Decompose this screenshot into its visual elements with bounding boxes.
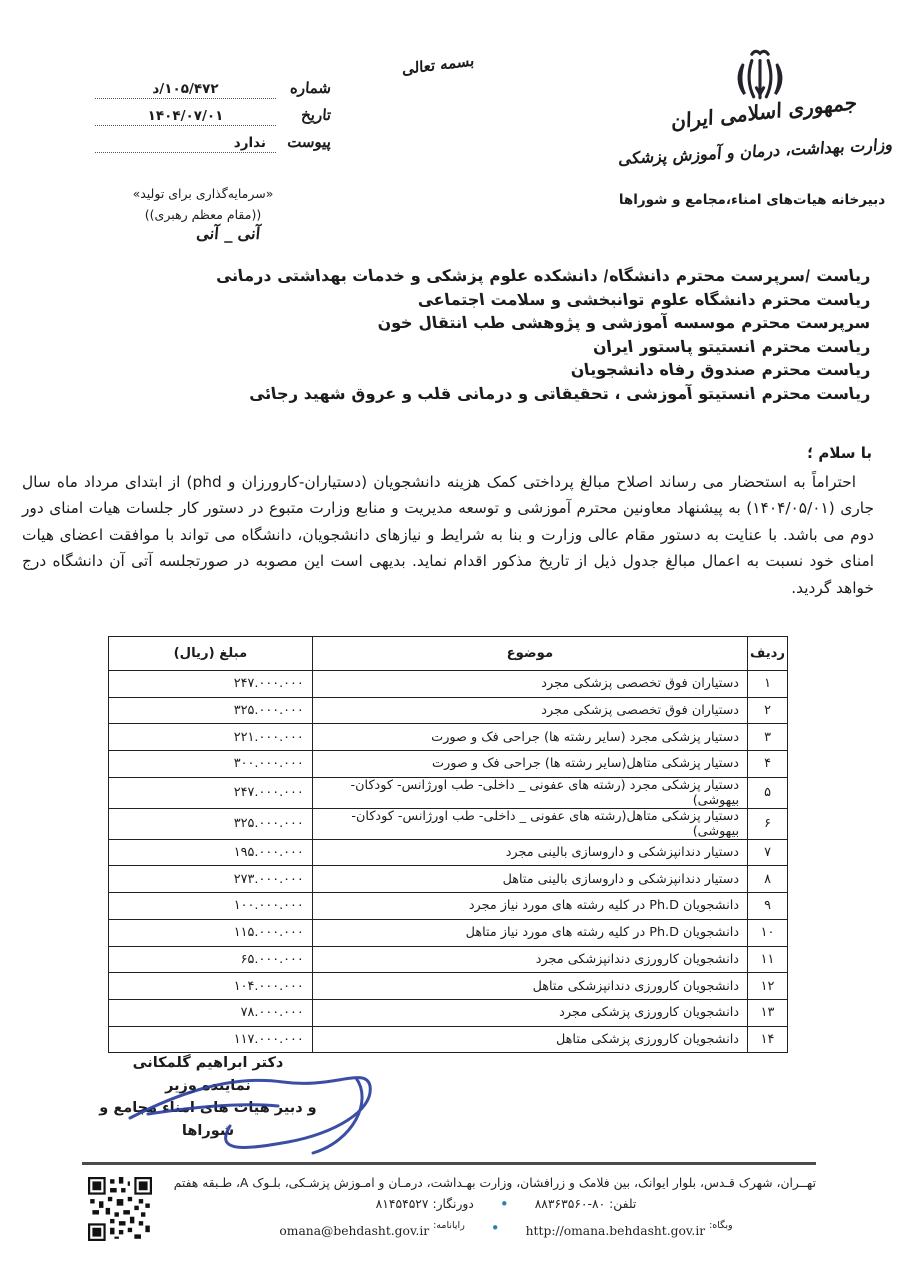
table-cell-subject: دانشجویان کارورزی دندانپزشکی مجرد	[312, 946, 747, 973]
table-row	[109, 751, 788, 778]
table-row	[109, 808, 788, 839]
table-cell-amount: ۲۴۷.۰۰۰.۰۰۰	[109, 777, 313, 808]
footer-web-email-row	[196, 1215, 816, 1242]
table-row	[109, 777, 788, 808]
web-label: وبگاه:	[709, 1220, 733, 1231]
table-cell-amount: ۱۹۵.۰۰۰.۰۰۰	[109, 839, 313, 866]
table-cell-row-no: ۱۲	[748, 973, 788, 1000]
table-cell-row-no: ۷	[748, 839, 788, 866]
table-row	[109, 893, 788, 920]
recipient-line: ریاست /سرپرست محترم دانشگاه/ دانشکده علوم پزشکی و خدمات بهداشتی درمانی	[214, 266, 872, 285]
attachment-value: ندارد	[95, 135, 276, 153]
table-cell-row-no: ۲	[748, 697, 788, 724]
recipient-line: ریاست محترم انستیتو پاستور ایران	[591, 336, 872, 356]
table-cell-amount: ۳۲۵.۰۰۰.۰۰۰	[109, 697, 313, 724]
table-row	[109, 697, 788, 724]
letter-date-row	[95, 99, 330, 126]
letter-body: احتراماً به استحضار می رساند اصلاح مبالغ پرداختی کمک هزینه دانشجویان (دستیاران-کارورزان و phd) از ابتدای مرداد ماه سال جاری (۱۴۰۴/۰۵/۰۱) به پیشنهاد معاونین محترم آموزشی و توسعه مدیریت و منابع وزارت متبوع در دستور کار جلسات هیات امنای دور دوم می باشد. با عنایت به دستور مقام عالی وزارت و بنا به شرایط و نیازهای دانشجویان، دانشگاه می تواند با موافقت اعضای هیات امنای خود نسبت به اعمال مبالغ جدول ذیل از تاریخ مذکور اقدام نماید. بدیهی است این مصوبه در صورتجلسه آتی آن دانشگاه درج خواهد گردید.	[22, 473, 874, 597]
table-cell-row-no: ۶	[748, 808, 788, 839]
number-label: شماره	[287, 79, 332, 97]
signer-name: دکتر ابراهیم گلمکانی	[132, 1055, 284, 1071]
phone-value: ۸۰-۸۸۳۶۳۵۶۰	[534, 1197, 606, 1211]
table-row	[109, 973, 788, 1000]
table-row	[109, 919, 788, 946]
recipient-line: ریاست محترم انستیتو آموزشی ، تحقیقاتی و درمانی قلب و عروق شهید رجائی	[247, 383, 872, 403]
header-amount: مبلغ (ریال)	[109, 637, 313, 671]
footer-contact-block	[173, 1173, 816, 1242]
table-row	[109, 839, 788, 866]
recipients-list	[25, 264, 870, 406]
table-row	[109, 866, 788, 893]
letter-attachment-row	[95, 126, 330, 153]
table-cell-subject: دستیاران فوق تخصصی پزشکی مجرد	[312, 671, 747, 698]
table-cell-subject: دانشجویان Ph.D در کلیه رشته های مورد نیاز متاهل	[312, 919, 747, 946]
signer-title-2: و دبیر هیات های امناء مجامع و شوراها	[99, 1100, 317, 1139]
number-value: د/۱۰۵/۴۷۲	[95, 81, 276, 99]
table-cell-amount: ۱۰۴.۰۰۰.۰۰۰	[109, 973, 313, 1000]
table-cell-subject: دستیار پزشکی متاهل(سایر رشته ها) جراحی فک و صورت	[312, 751, 747, 778]
date-value: ۱۴۰۴/۰۷/۰۱	[95, 108, 276, 126]
bismillah-calligraphy: بسمه تعالی	[398, 51, 476, 79]
fax-value: ۸۱۴۵۴۵۲۷	[375, 1197, 429, 1211]
table-cell-row-no: ۸	[748, 866, 788, 893]
table-row	[109, 1026, 788, 1053]
table-row	[109, 724, 788, 751]
table-cell-subject: دانشجویان کارورزی دندانپزشکی متاهل	[312, 973, 747, 1000]
signature-block	[86, 1052, 330, 1142]
table-cell-subject: دستیار دندانپزشکی و داروسازی بالینی متاهل	[312, 866, 747, 893]
email-item	[279, 1215, 464, 1242]
table-cell-row-no: ۱۰	[748, 919, 788, 946]
table-cell-row-no: ۱۱	[748, 946, 788, 973]
table-cell-amount: ۱۱۵.۰۰۰.۰۰۰	[109, 919, 313, 946]
footer-phone-fax-row	[196, 1194, 816, 1215]
year-slogan	[92, 183, 314, 225]
urgency-stamp: آنی _ آنی	[193, 224, 261, 243]
table-cell-amount: ۱۱۷.۰۰۰.۰۰۰	[109, 1026, 313, 1053]
iran-emblem-icon	[730, 47, 790, 105]
letter-meta-block	[95, 72, 330, 153]
table-cell-subject: دانشجویان Ph.D در کلیه رشته های مورد نیاز مجرد	[312, 893, 747, 920]
recipient-line: ریاست محترم صندوق رفاه دانشجویان	[569, 360, 872, 380]
footer-address: تهــران، شهرک قـدس، بلوار ایوانک، بین فلامک و زرافشان، وزارت بهـداشت، درمـان و امـوزش پزشـکی، بلـوک A، طـبقه هفتم	[173, 1176, 816, 1190]
web-url: http://omana.behdasht.gov.ir	[525, 1224, 706, 1238]
phone-label: تلفن:	[609, 1197, 637, 1211]
qr-code	[88, 1177, 152, 1241]
signer-title-1: نماینده وزیر	[165, 1077, 251, 1094]
table-cell-row-no: ۱	[748, 671, 788, 698]
table-cell-row-no: ۵	[748, 777, 788, 808]
table-header-row	[109, 637, 788, 671]
table-cell-row-no: ۱۴	[748, 1026, 788, 1053]
table-cell-amount: ۶۵.۰۰۰.۰۰۰	[109, 946, 313, 973]
salutation: با سلام ؛	[807, 444, 872, 462]
table-cell-subject: دستیار پزشکی مجرد (سایر رشته ها) جراحی فک و صورت	[312, 724, 747, 751]
footer-divider	[82, 1162, 816, 1165]
bullet-separator-icon: •	[499, 1195, 509, 1213]
header-subject: موضوع	[312, 637, 747, 671]
table-cell-amount: ۲۲۱.۰۰۰.۰۰۰	[109, 724, 313, 751]
letter-number-row	[95, 72, 330, 99]
table-cell-amount: ۲۷۳.۰۰۰.۰۰۰	[109, 866, 313, 893]
attachment-label: پیوست	[284, 133, 332, 151]
table-cell-amount: ۷۸.۰۰۰.۰۰۰	[109, 999, 313, 1026]
table-cell-amount: ۱۰۰.۰۰۰.۰۰۰	[109, 893, 313, 920]
table-cell-subject: دانشجویان کارورزی پزشکی مجرد	[312, 999, 747, 1026]
email-address: omana@behdasht.gov.ir	[279, 1224, 430, 1238]
table-cell-subject: دانشجویان کارورزی پزشکی متاهل	[312, 1026, 747, 1053]
table-row	[109, 999, 788, 1026]
table-cell-amount: ۳۲۵.۰۰۰.۰۰۰	[109, 808, 313, 839]
fax-item	[376, 1194, 474, 1215]
table-cell-subject: دستیار دندانپزشکی و داروسازی بالینی مجرد	[312, 839, 747, 866]
table-cell-subject: دستیار پزشکی متاهل(رشته های عفونی _ داخلی- طب اورژانس- کودکان- بیهوشی)	[312, 808, 747, 839]
date-label: تاریخ	[298, 106, 332, 124]
table-cell-amount: ۳۰۰.۰۰۰.۰۰۰	[109, 751, 313, 778]
recipient-line: ریاست محترم دانشگاه علوم توانبخشی و سلامت اجتماعی	[416, 289, 872, 309]
email-label: رایانامه:	[433, 1220, 465, 1231]
table-row	[109, 946, 788, 973]
table-cell-subject: دستیاران فوق تخصصی پزشکی مجرد	[312, 697, 747, 724]
table-cell-subject: دستیار پزشکی مجرد (رشته های عفونی _ داخلی- طب اورژانس- کودکان- بیهوشی)	[312, 777, 747, 808]
website-item	[526, 1215, 733, 1242]
republic-calligraphy: جمهوری اسلامی ایران	[666, 90, 859, 134]
table-cell-amount: ۲۴۷.۰۰۰.۰۰۰	[109, 671, 313, 698]
amounts-table	[108, 636, 788, 1053]
recipient-line: سرپرست محترم موسسه آموزشی و پژوهشی طب انتقال خون	[375, 313, 872, 333]
bullet-separator-icon: •	[490, 1219, 500, 1237]
secretariat-title: دبیرخانه هیات‌های امناء،مجامع و شوراها	[618, 192, 886, 208]
phone-item	[535, 1194, 637, 1215]
slogan-attribution: ((مقام معظم رهبری))	[144, 207, 262, 222]
table-cell-row-no: ۱۳	[748, 999, 788, 1026]
table-cell-row-no: ۹	[748, 893, 788, 920]
header-row-no: ردیف	[748, 637, 788, 671]
table-cell-row-no: ۳	[748, 724, 788, 751]
fax-label: دورنگار:	[432, 1197, 474, 1211]
slogan-motto: «سرمایه‌گذاری برای تولید»	[132, 186, 274, 201]
table-row	[109, 671, 788, 698]
ministry-calligraphy: وزارت بهداشت، درمان و آموزش پزشکی	[615, 134, 894, 169]
table-cell-row-no: ۴	[748, 751, 788, 778]
